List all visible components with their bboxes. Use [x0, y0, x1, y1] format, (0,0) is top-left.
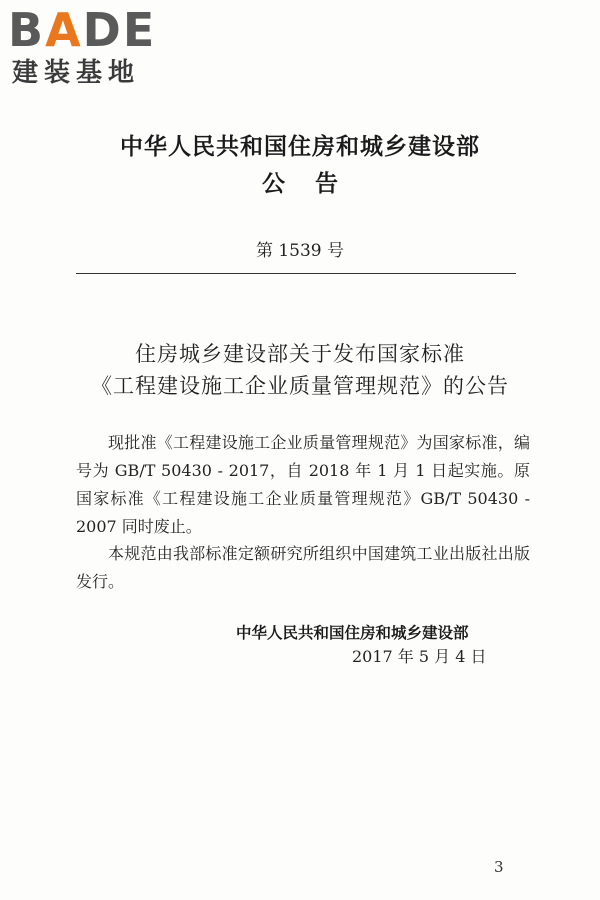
logo-letter-a: A [45, 3, 83, 57]
notice-label: 公告 [262, 171, 368, 197]
signature-date: 2017 年 5 月 4 日 [352, 647, 487, 666]
logo-wordmark [8, 3, 157, 57]
body-paragraph-2: 本规范由我部标准定额研究所组织中国建筑工业出版社出版发行。 [76, 544, 530, 591]
header-divider [76, 273, 516, 274]
bade-logo [8, 3, 178, 92]
ministry-heading: 中华人民共和国住房和城乡建设部 [120, 134, 480, 160]
notice-title-line-2: 《工程建设施工企业质量管理规范》的公告 [91, 374, 509, 398]
logo-letters-de: DE [82, 3, 157, 57]
signature-organization: 中华人民共和国住房和城乡建设部 [236, 624, 469, 642]
body-paragraph-1: 现批准《工程建设施工企业质量管理规范》为国家标准，编号为 GB/T 50430 - 2017，自 2018 年 1 月 1 日起实施。原国家标准《工程建设施工企业质量管理规范》GB/T 50430 - 2007 同时废止。 [76, 433, 530, 536]
logo-letter-b: B [8, 3, 46, 57]
page-number: 3 [494, 858, 504, 876]
document-number: 第 1539 号 [255, 241, 345, 261]
notice-title-line-1: 住房城乡建设部关于发布国家标准 [135, 342, 465, 366]
logo-subtitle: 建装基地 [12, 58, 141, 88]
